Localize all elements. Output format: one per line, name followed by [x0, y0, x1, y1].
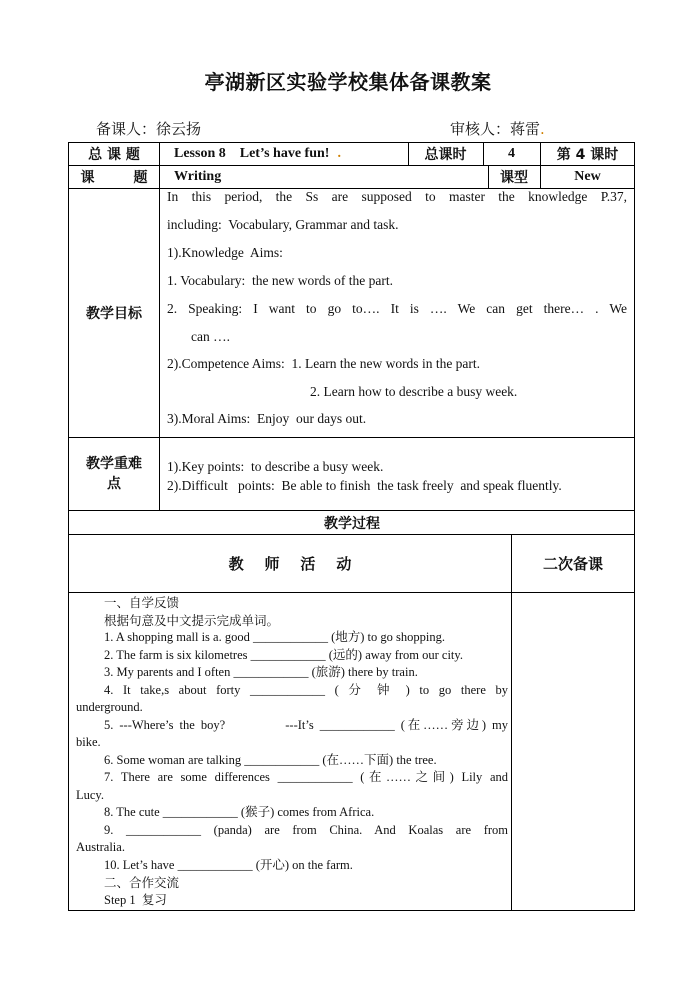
process-line: 6. Some woman are talking ____________ (在……下面) the tree. — [104, 752, 437, 767]
process-line: 根据句意及中文提示完成单词。 — [104, 612, 280, 628]
reviewer-dot: . — [540, 120, 545, 138]
process-line: 8. The cute ____________ (猴子) comes from Africa. — [104, 805, 375, 819]
process-content — [76, 594, 508, 909]
objective-line: 2. Learn how to describe a busy week. — [310, 384, 518, 399]
process-line: underground. — [76, 700, 143, 714]
objective-line: In this period, the Ss are supposed to master the knowledge P.37, — [167, 189, 627, 204]
topic-label: 课 题 — [80, 170, 148, 186]
process-line: 4. It take,s about forty ____________ ( 分 钟 ) to go there by — [104, 682, 508, 697]
total-periods-value: 4 — [508, 146, 515, 161]
objectives-label: 教学目标 — [86, 306, 142, 322]
topic-value: Writing — [174, 169, 222, 184]
second-prep-header: 二次备课 — [542, 555, 603, 573]
process-line: Step 1 复习 — [104, 892, 167, 907]
key-points-label: 教学重难 点 — [86, 456, 142, 492]
objective-line: can …. — [191, 329, 230, 344]
objective-line: 1).Knowledge Aims: — [167, 245, 283, 260]
page-title: 亭湖新区实验学校集体备课教案 — [204, 70, 492, 94]
objective-line: 2. Speaking: I want to go to…. It is …. We can get there… . We — [167, 301, 627, 316]
process-line: 3. My parents and I often ____________ (旅游) there by train. — [104, 665, 418, 679]
objective-line: 2).Competence Aims: 1. Learn the new words in the part. — [167, 356, 481, 371]
process-line: 9. ____________ (panda) are from China. And Koalas are from — [104, 822, 508, 837]
process-line: 二、合作交流 — [104, 875, 180, 890]
key-points-text — [167, 457, 627, 495]
key-point-line: 2).Difficult points: Be able to finish the task freely and speak fluently. — [167, 478, 562, 493]
type-value: New — [574, 169, 601, 184]
general-topic-value: Lesson 8 Let’s have fun! . — [174, 146, 341, 161]
reviewer — [450, 118, 545, 139]
process-line: Lucy. — [76, 787, 104, 802]
general-topic-dot: . — [337, 146, 341, 161]
process-line: 一、自学反馈 — [104, 595, 180, 610]
process-line: 5. ---Where’s the boy? ---It’s ____________ (在……旁边) my — [104, 717, 508, 732]
preparer: 备课人：徐云扬 — [96, 120, 202, 138]
process-line: 1. A shopping mall is a. good ____________ (地方) to go shopping. — [104, 630, 445, 644]
type-label: 课型 — [500, 170, 528, 186]
process-line: Australia. — [76, 840, 125, 854]
process-line: 7. There are some differences ____________ (在……之间) Lily and — [104, 770, 508, 784]
objective-line: including: Vocabulary, Grammar and task. — [167, 217, 399, 232]
total-periods-label: 总课时 — [424, 147, 467, 163]
key-point-line: 1).Key points: to describe a busy week. — [167, 459, 384, 474]
process-line: 10. Let’s have ____________ (开心) on the farm. — [104, 857, 353, 872]
teacher-activity-header: 教 师 活 动 — [228, 555, 352, 573]
objective-line: 3).Moral Aims: Enjoy our days out. — [167, 411, 367, 426]
process-line: bike. — [76, 735, 101, 749]
general-topic-label: 总 课 题 — [88, 147, 140, 163]
reviewer-name: 审核人：蒋雷 — [450, 120, 541, 138]
process-label: 教学过程 — [324, 515, 380, 532]
objective-line: 1. Vocabulary: the new words of the part. — [167, 273, 393, 288]
period-label: 第 4 课时 — [556, 147, 619, 163]
process-line: 2. The farm is six kilometres ____________ (远的) away from our city. — [104, 647, 463, 662]
